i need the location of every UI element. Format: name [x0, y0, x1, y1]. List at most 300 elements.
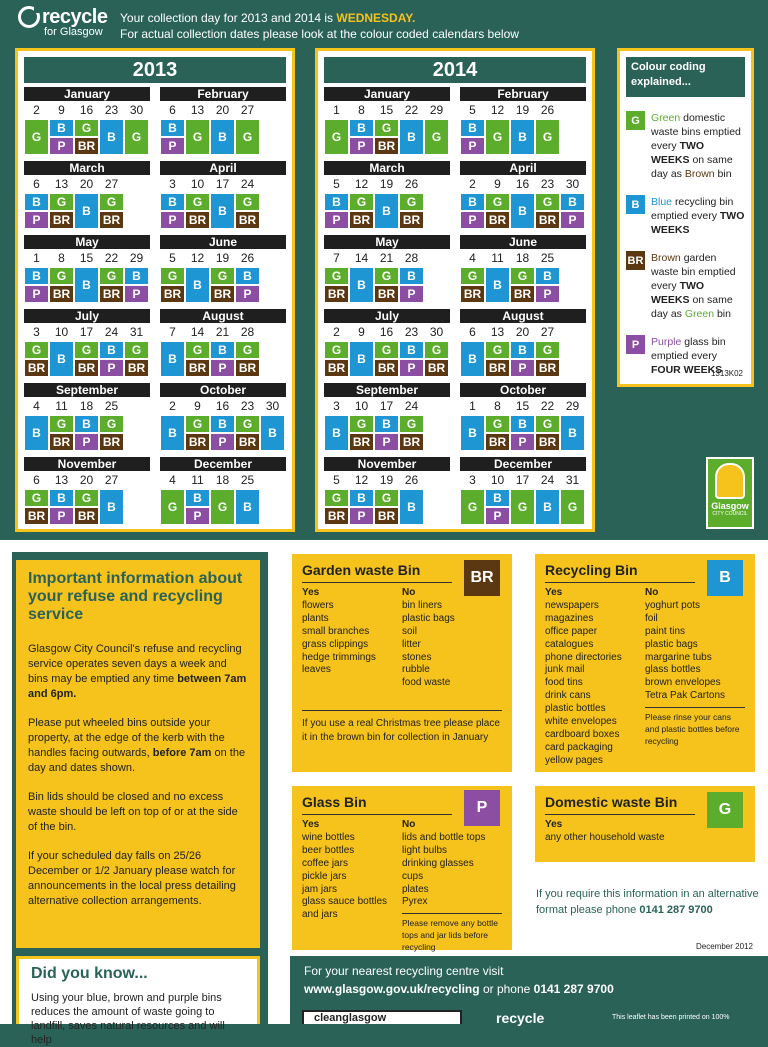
collection-slot: [24, 415, 49, 451]
month-name: April: [160, 161, 286, 175]
collection-date: 16: [215, 399, 230, 413]
centre-phone[interactable]: 0141 287 9700: [533, 982, 614, 996]
green-bin-chip: G: [235, 119, 260, 155]
brown-bin-chip: BR: [324, 285, 349, 303]
colour-coding-key: [617, 48, 754, 387]
collection-date: 6: [33, 473, 40, 487]
purple-bin-chip: P: [460, 137, 485, 155]
divider: [302, 582, 452, 583]
bin-row: [24, 267, 150, 303]
blue-bin-chip: B: [185, 267, 210, 303]
key-text-part: recycling bin emptied every: [651, 196, 734, 222]
collection-date: 25: [240, 473, 255, 487]
month-name: December: [460, 457, 586, 471]
list-item: card packaging: [545, 741, 613, 753]
collection-date: 11: [191, 473, 204, 487]
collection-date: 21: [215, 325, 230, 339]
collection-date: 2: [333, 325, 340, 339]
collection-slot: [374, 119, 399, 155]
list-item: catalogues: [545, 638, 594, 650]
date-row: [160, 323, 286, 341]
collection-slot: [324, 341, 349, 377]
list-item: stones: [402, 651, 432, 663]
no-list: [402, 600, 502, 690]
collection-date: 7: [333, 251, 340, 265]
green-bin-chip: G: [99, 415, 124, 433]
month-may: [24, 235, 150, 307]
blue-bin-chip: B: [349, 489, 374, 507]
date-row: [160, 249, 286, 267]
collection-slot: [535, 119, 560, 155]
blue-bin-chip: B: [210, 193, 235, 229]
month-january: [24, 87, 150, 159]
bin-colour-name: Brown: [651, 252, 681, 264]
purple-bin-chip: P: [464, 790, 500, 826]
calendar-2013: [15, 48, 295, 532]
yes-list: [302, 600, 402, 677]
collection-date: 8: [58, 251, 65, 265]
garden-waste-bin-panel: [292, 554, 512, 772]
list-item: jam jars: [302, 883, 338, 895]
collection-date: 13: [54, 177, 69, 191]
purple-bin-chip: P: [160, 211, 185, 229]
paired-bin-name: Green: [684, 308, 715, 320]
month-name: December: [160, 457, 286, 471]
blue-bin-chip: B: [99, 341, 124, 359]
purple-bin-chip: P: [349, 507, 374, 525]
collection-slot: [510, 341, 535, 377]
collection-slot: [160, 119, 185, 155]
list-item: cups: [402, 870, 424, 882]
brown-bin-chip: BR: [49, 433, 74, 451]
collection-slot: [49, 267, 74, 303]
alternative-format-info: [536, 886, 760, 918]
date-row: [160, 397, 286, 415]
green-bin-chip: G: [24, 119, 49, 155]
collection-slot: [485, 267, 510, 303]
brown-bin-chip: BR: [374, 137, 399, 155]
green-bin-chip: G: [460, 267, 485, 285]
collection-date: 18: [515, 251, 530, 265]
bin-row: [460, 193, 586, 229]
blue-bin-chip: B: [460, 415, 485, 451]
brown-bin-chip: BR: [99, 285, 124, 303]
brown-bin-chip: BR: [185, 433, 210, 451]
collection-date: 14: [354, 251, 369, 265]
yes-heading: Yes: [302, 819, 320, 830]
month-february: [460, 87, 586, 159]
bin-row: [460, 267, 586, 303]
collection-date: 6: [33, 177, 40, 191]
paired-bin-name: Brown: [684, 168, 715, 180]
collection-slot: [424, 341, 449, 377]
bin-row: [24, 193, 150, 229]
bin-colour-name: Blue: [651, 196, 673, 208]
collection-slot: [210, 415, 235, 451]
date-row: [460, 471, 586, 489]
list-item: phone directories: [545, 651, 622, 663]
list-item: food waste: [402, 677, 451, 689]
purple-bin-chip: P: [49, 137, 74, 155]
info-paragraph-lids: Bin lids should be closed and no excess waste should be left on top of or at the side of the bin.: [28, 791, 238, 833]
month-name: February: [460, 87, 586, 101]
collection-slot: [560, 415, 585, 451]
collection-slot: [235, 341, 260, 377]
collection-slot: [349, 119, 374, 155]
collection-date: 2: [169, 399, 176, 413]
blue-bin-chip: B: [399, 489, 424, 525]
list-item: hedge trimmings: [302, 651, 376, 663]
list-item: light bulbs: [402, 844, 448, 856]
list-item: coffee jars: [302, 857, 348, 869]
purple-bin-chip: P: [210, 359, 235, 377]
collection-date: 24: [540, 473, 555, 487]
collection-slot: [535, 267, 560, 303]
collection-date: 11: [55, 399, 68, 413]
date-row: [460, 175, 586, 193]
month-name: July: [324, 309, 450, 323]
bin-row: [460, 415, 586, 451]
blue-bin-chip: B: [24, 267, 49, 285]
yes-heading: Yes: [545, 819, 563, 830]
collection-date: 4: [469, 251, 476, 265]
green-bin-chip: G: [160, 489, 185, 525]
centre-line1: For your nearest recycling centre visit: [304, 964, 504, 978]
blue-bin-chip: B: [374, 193, 399, 229]
blue-bin-chip: B: [510, 341, 535, 359]
collection-slot: [160, 341, 185, 377]
list-item: bin liners: [402, 599, 443, 611]
collection-date: 30: [565, 177, 580, 191]
collection-date: 20: [79, 177, 94, 191]
collection-slot: [510, 193, 535, 229]
brown-bin-chip: BR: [535, 211, 560, 229]
collection-slot: [485, 341, 510, 377]
no-heading: No: [402, 587, 416, 598]
key-text-part: glass bin emptied every: [651, 336, 726, 362]
collection-date: 17: [515, 473, 530, 487]
collection-date: 24: [404, 399, 419, 413]
collection-date: 17: [79, 325, 94, 339]
collection-date: 16: [379, 325, 394, 339]
collection-slot: [185, 267, 210, 303]
blue-bin-chip: B: [49, 341, 74, 377]
month-name: June: [460, 235, 586, 249]
info-hours: between 7am and 6pm.: [28, 673, 247, 700]
collection-date: 17: [215, 177, 230, 191]
bin-row: [324, 341, 450, 377]
green-bin-chip: G: [74, 489, 99, 507]
collection-slot: [99, 267, 124, 303]
bin-row: [24, 341, 150, 377]
date-row: [24, 397, 150, 415]
blue-bin-chip: B: [510, 193, 535, 229]
green-bin-chip: G: [74, 341, 99, 359]
month-name: May: [24, 235, 150, 249]
blue-bin-chip: B: [24, 193, 49, 211]
collection-date: 26: [240, 251, 255, 265]
collection-slot: [460, 341, 485, 377]
bin-row: [160, 341, 286, 377]
collection-date: 16: [79, 103, 94, 117]
collection-date: 13: [54, 473, 69, 487]
collection-date: 15: [515, 399, 530, 413]
collection-date: 12: [490, 103, 505, 117]
green-bin-chip: G: [235, 415, 260, 433]
brown-bin-chip: BR: [24, 507, 49, 525]
blue-bin-chip: B: [74, 267, 99, 303]
collection-date: 26: [404, 473, 419, 487]
no-list: [402, 832, 502, 909]
brown-bin-chip: BR: [374, 359, 399, 377]
recycling-bin-panel: [535, 554, 755, 772]
collection-slot: [349, 489, 374, 525]
collection-date: 16: [515, 177, 530, 191]
collection-slot: [535, 193, 560, 229]
recycling-url-link[interactable]: www.glasgow.gov.uk/recycling: [304, 982, 480, 996]
bin-title: Recycling Bin: [545, 562, 638, 578]
date-row: [160, 101, 286, 119]
left-column: [12, 552, 268, 1046]
green-bin-chip: G: [49, 415, 74, 433]
list-item: plates: [402, 883, 429, 895]
collection-date: 10: [190, 177, 205, 191]
collection-date: 28: [404, 251, 419, 265]
collection-slot: [49, 119, 74, 155]
did-you-know-title: Did you know...: [31, 965, 148, 982]
list-item: wine bottles: [302, 831, 355, 843]
collection-slot: [324, 415, 349, 451]
blue-bin-chip: B: [399, 341, 424, 359]
collection-slot: [185, 489, 210, 525]
yes-list: [545, 600, 645, 768]
collection-slot: [210, 489, 235, 525]
list-item: yellow pages: [545, 754, 603, 766]
bin-row: [324, 267, 450, 303]
brown-bin-chip: BR: [99, 211, 124, 229]
green-bin-chip: G: [399, 415, 424, 433]
collection-slot: [99, 119, 124, 155]
alt-format-text: If you require this information in an alternative format please phone: [536, 888, 759, 916]
month-february: [160, 87, 286, 159]
collection-date: 27: [540, 325, 555, 339]
blue-bin-chip: B: [485, 489, 510, 507]
list-item: brown envelopes: [645, 677, 721, 689]
council-crest-icon: [715, 463, 745, 499]
collection-slot: [24, 119, 49, 155]
green-bin-chip: G: [235, 341, 260, 359]
collection-slot: [485, 119, 510, 155]
collection-date: 9: [194, 399, 201, 413]
brown-bin-chip: BR: [374, 285, 399, 303]
green-bin-chip: G: [185, 341, 210, 359]
month-grid: [24, 87, 286, 529]
collection-date: 27: [104, 177, 119, 191]
print-note: This leaflet has been printed on 100%: [612, 1014, 730, 1021]
month-name: May: [324, 235, 450, 249]
collection-slot: [74, 193, 99, 229]
collection-slot: [210, 119, 235, 155]
bin-row: [324, 193, 450, 229]
collection-date: 27: [240, 103, 255, 117]
green-bin-chip: G: [535, 193, 560, 211]
month-name: October: [160, 383, 286, 397]
date-row: [24, 101, 150, 119]
blue-bin-chip: B: [210, 119, 235, 155]
month-november: [24, 457, 150, 529]
collection-slot: [210, 267, 235, 303]
collection-date: 6: [169, 103, 176, 117]
key-description: [651, 111, 745, 181]
collection-date: 20: [515, 325, 530, 339]
list-item: junk mail: [545, 664, 585, 676]
collection-slot: [99, 193, 124, 229]
green-bin-chip: G: [374, 489, 399, 507]
list-item: foil: [645, 612, 658, 624]
month-august: [160, 309, 286, 381]
month-march: [24, 161, 150, 233]
brown-bin-chip: BR: [485, 211, 510, 229]
collection-date: 24: [104, 325, 119, 339]
green-bin-chip: G: [485, 119, 510, 155]
collection-date: 4: [33, 399, 40, 413]
month-name: June: [160, 235, 286, 249]
purple-bin-chip: P: [235, 285, 260, 303]
clean-glasgow-logo: cleanglasgow: [302, 1010, 462, 1024]
list-item: Pyrex: [402, 896, 428, 908]
green-bin-chip: G: [349, 415, 374, 433]
collection-slot: [510, 267, 535, 303]
month-october: [160, 383, 286, 455]
green-bin-chip: G: [99, 267, 124, 285]
green-bin-chip: G: [535, 341, 560, 359]
green-bin-chip: G: [210, 267, 235, 285]
frequency: TWO WEEKS: [651, 280, 705, 306]
brown-bin-chip: BR: [210, 285, 235, 303]
green-bin-chip: G: [460, 489, 485, 525]
bin-lists: [302, 819, 502, 953]
brown-bin-chip: BR: [74, 359, 99, 377]
list-item: lids and bottle tops: [402, 831, 486, 843]
collection-slot: [185, 341, 210, 377]
date-row: [324, 175, 450, 193]
purple-bin-chip: P: [24, 285, 49, 303]
collection-date: 6: [469, 325, 476, 339]
glass-bin-panel: [292, 786, 512, 953]
collection-date: 29: [129, 251, 144, 265]
alt-format-phone[interactable]: 0141 287 9700: [639, 904, 713, 916]
blue-bin-chip: B: [560, 193, 585, 211]
green-bin-chip: G: [424, 119, 449, 155]
info-text: on the day and dates shown.: [28, 747, 246, 774]
month-july: [24, 309, 150, 381]
purple-bin-chip: P: [535, 285, 560, 303]
divider: [302, 814, 452, 815]
green-bin-chip: G: [124, 119, 149, 155]
month-october: [460, 383, 586, 455]
collection-date: 1: [333, 103, 340, 117]
list-item: margarine tubs: [645, 651, 712, 663]
purple-bin-chip: P: [510, 359, 535, 377]
blue-bin-chip: B: [235, 489, 260, 525]
collection-slot: [349, 193, 374, 229]
frequency: TWO WEEKS: [651, 210, 745, 236]
brown-bin-chip: BR: [49, 285, 74, 303]
collection-date: 5: [169, 251, 176, 265]
list-item: plants: [302, 612, 329, 624]
collection-date: 2: [469, 177, 476, 191]
date-row: [460, 101, 586, 119]
collection-slot: [210, 193, 235, 229]
key-description: [651, 195, 745, 237]
list-item: magazines: [545, 612, 594, 624]
intro-line1: Your collection day for 2013 and 2014 is: [120, 11, 334, 25]
collection-date: 4: [169, 473, 176, 487]
date-row: [460, 323, 586, 341]
collection-slot: [74, 119, 99, 155]
collection-date: 1: [469, 399, 476, 413]
blue-bin-chip: B: [49, 119, 74, 137]
brown-bin-chip: BR: [626, 251, 645, 270]
month-june: [160, 235, 286, 307]
collection-slot: [24, 267, 49, 303]
no-heading: No: [645, 587, 659, 598]
bin-row: [160, 415, 286, 451]
blue-bin-chip: B: [349, 119, 374, 137]
bin-row: [24, 119, 150, 155]
info-title: Important information about your refuse and recycling service: [28, 570, 243, 623]
blue-bin-chip: B: [399, 119, 424, 155]
collection-date: 3: [33, 325, 40, 339]
date-row: [24, 323, 150, 341]
bin-row: [24, 415, 150, 451]
brown-bin-chip: BR: [535, 433, 560, 451]
purple-bin-chip: P: [24, 211, 49, 229]
green-bin-chip: G: [185, 119, 210, 155]
blue-bin-chip: B: [460, 341, 485, 377]
brown-bin-chip: BR: [485, 433, 510, 451]
date-row: [160, 175, 286, 193]
intro-line2: For actual collection dates please look at the colour coded calendars below: [120, 27, 519, 41]
date-row: [24, 175, 150, 193]
important-information-panel: [16, 560, 260, 948]
collection-date: 10: [354, 399, 369, 413]
collection-date: 3: [469, 473, 476, 487]
collection-slot: [424, 119, 449, 155]
green-bin-chip: G: [485, 193, 510, 211]
month-name: November: [324, 457, 450, 471]
collection-slot: [235, 119, 260, 155]
blue-bin-chip: B: [24, 415, 49, 451]
did-you-know-text: Using your blue, brown and purple bins reduces the amount of waste going to landfill, saves natural resources and will help: [31, 992, 225, 1046]
blue-bin-chip: B: [510, 119, 535, 155]
divider: [545, 814, 695, 815]
month-june: [460, 235, 586, 307]
collection-date: 10: [54, 325, 69, 339]
brown-bin-chip: BR: [535, 359, 560, 377]
brown-bin-chip: BR: [24, 359, 49, 377]
purple-bin-chip: P: [560, 211, 585, 229]
bin-row: [324, 119, 450, 155]
purple-bin-chip: P: [485, 507, 510, 525]
green-bin-chip: G: [535, 119, 560, 155]
collection-slot: [74, 267, 99, 303]
collection-slot: [235, 193, 260, 229]
collection-date: 19: [515, 103, 530, 117]
date-row: [324, 249, 450, 267]
calendar-2014: [315, 48, 595, 532]
green-bin-chip: G: [374, 119, 399, 137]
